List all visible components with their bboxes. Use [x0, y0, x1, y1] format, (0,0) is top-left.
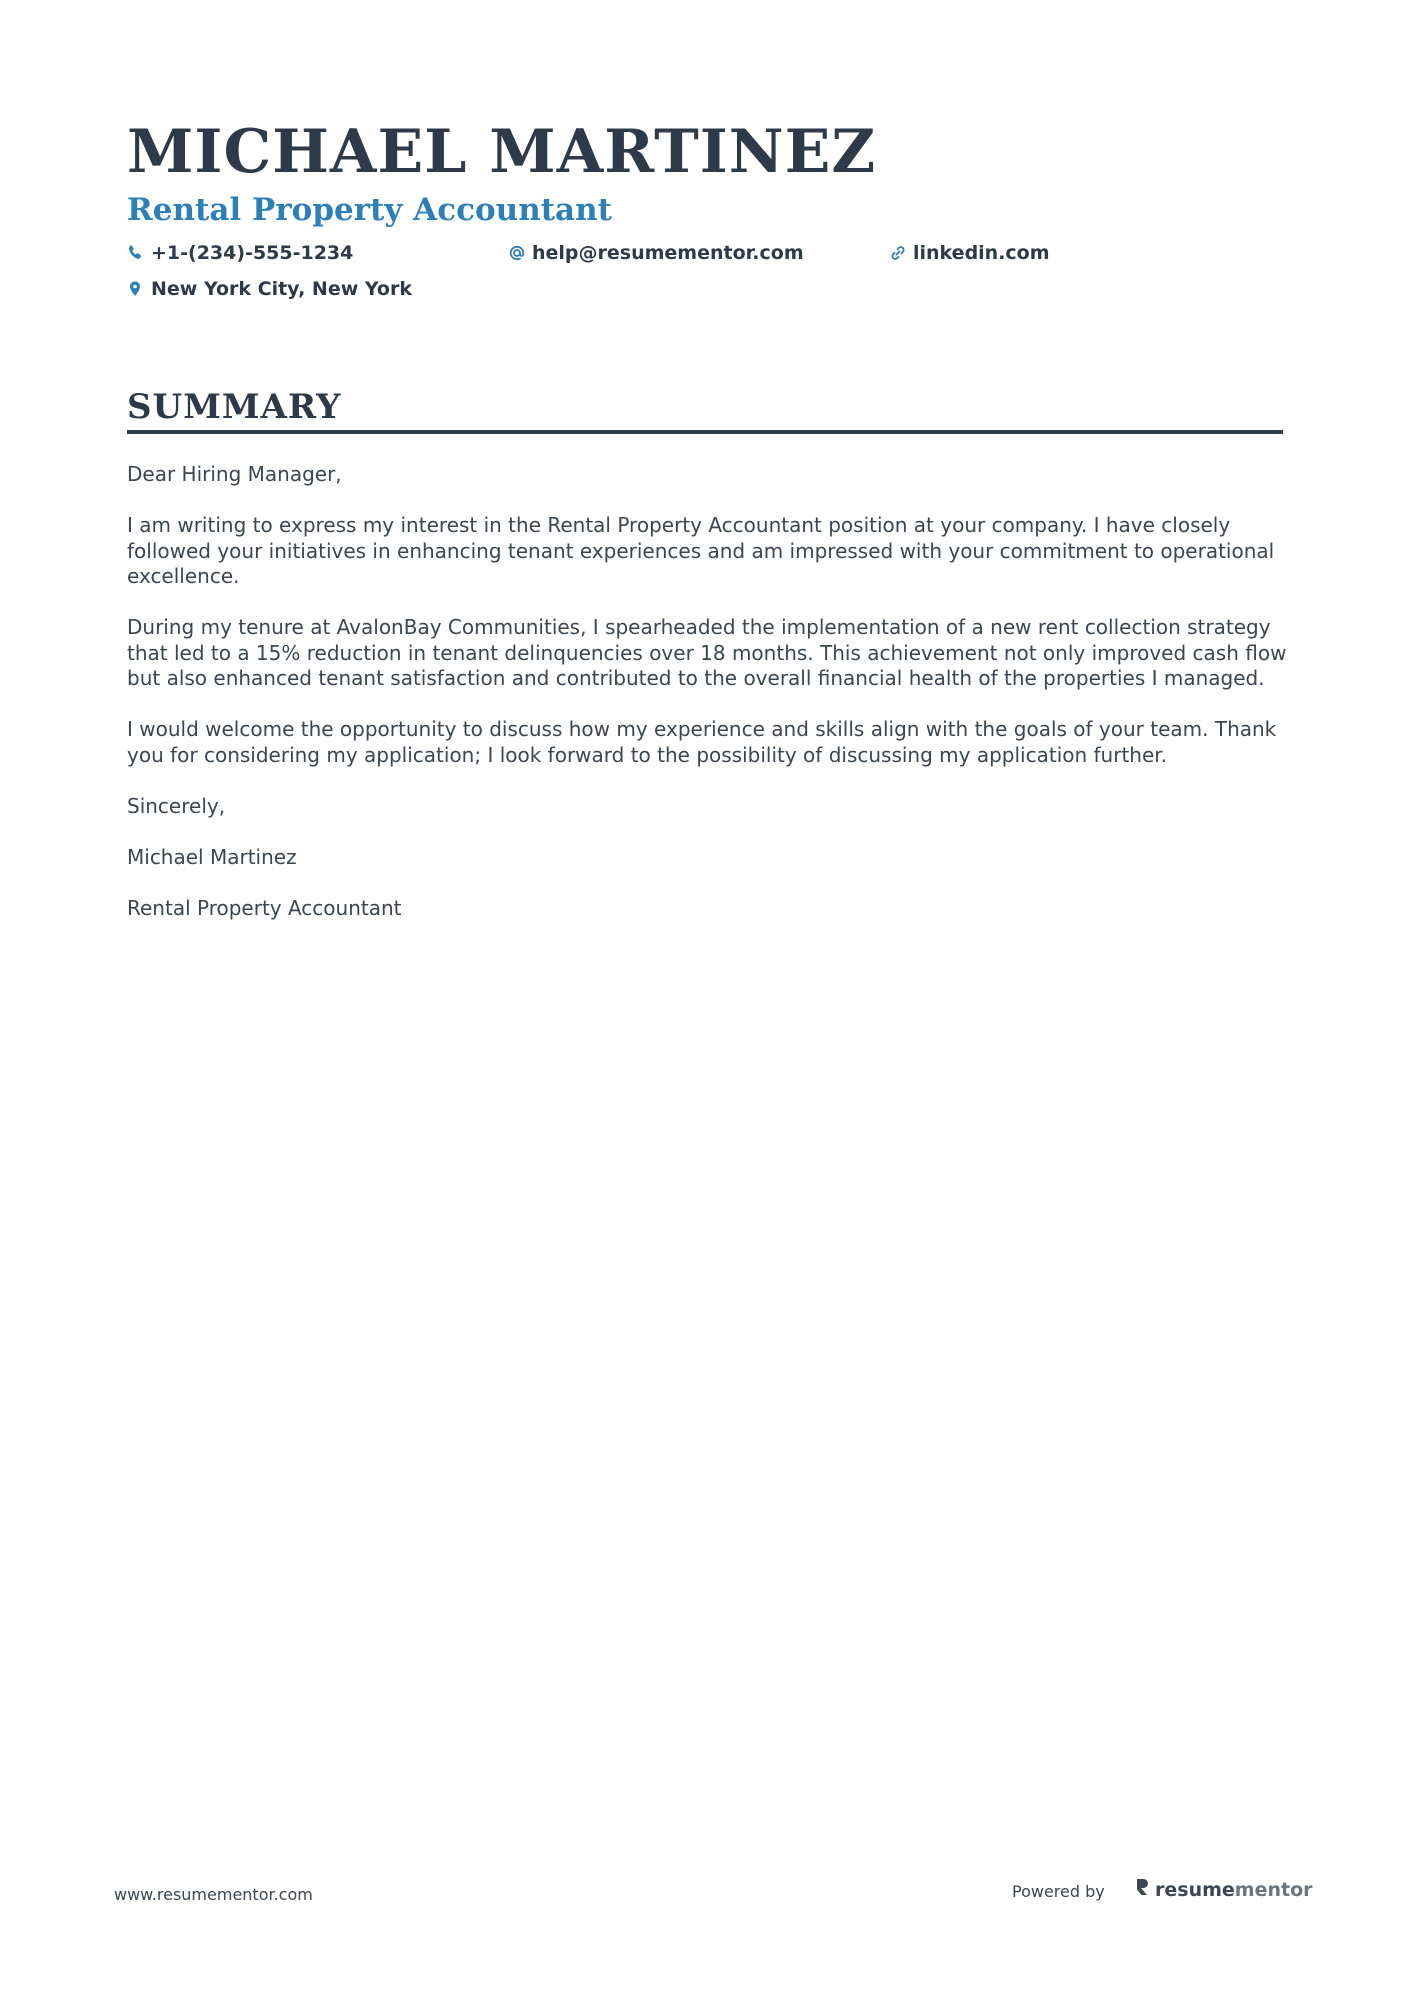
brand-logo[interactable] — [1135, 1877, 1313, 1902]
footer-website[interactable]: www.resumementor.com — [114, 1885, 313, 1904]
link-text[interactable]: linkedin.com — [913, 242, 1050, 264]
letter-paragraph: During my tenure at AvalonBay Communities, I spearheaded the implementation of a new rent collection strategy that led to a 15% reduction in tenant delinquencies over 18 months. This achievement not only improved cash flow but also enhanced tenant satisfaction and contributed to the overall financial health of the properties I managed. — [127, 615, 1287, 690]
location-text: New York City, New York — [151, 278, 412, 300]
brand-name-part1: resume — [1155, 1878, 1235, 1901]
contact-email — [508, 240, 804, 266]
candidate-name: MICHAEL MARTINEZ — [127, 117, 877, 187]
letter-paragraph: I would welcome the opportunity to discuss how my experience and skills align with the goals of your team. Thank you for considering my application; I look forward to the possibility of discussing my application further. — [127, 717, 1277, 767]
email-text[interactable]: help@resumementor.com — [532, 242, 804, 264]
powered-by-label: Powered by — [1012, 1882, 1105, 1901]
resumementor-logo-icon — [1135, 1877, 1151, 1902]
letter-paragraph: I am writing to express my interest in the Rental Property Accountant position at your company. I have closely followed your initiatives in enhancing tenant experiences and am impressed with your commitment to operational excellence. — [127, 513, 1275, 588]
contact-location — [127, 276, 412, 302]
section-divider — [127, 430, 1283, 434]
map-pin-icon — [127, 279, 145, 299]
contact-phone — [127, 240, 353, 266]
candidate-job-title: Rental Property Accountant — [127, 192, 612, 228]
at-icon — [508, 243, 526, 263]
signature-name: Michael Martinez — [127, 844, 297, 869]
brand-name-part2: mentor — [1234, 1878, 1313, 1901]
phone-text[interactable]: +1-(234)-555-1234 — [151, 242, 354, 264]
section-title-summary: SUMMARY — [127, 387, 342, 427]
link-icon — [889, 243, 907, 263]
letter-greeting: Dear Hiring Manager, — [127, 462, 342, 486]
phone-icon — [127, 243, 145, 263]
letter-body — [127, 462, 1287, 947]
contact-link — [889, 240, 1050, 266]
signature-title: Rental Property Accountant — [127, 895, 402, 920]
letter-closing: Sincerely, — [127, 793, 226, 818]
